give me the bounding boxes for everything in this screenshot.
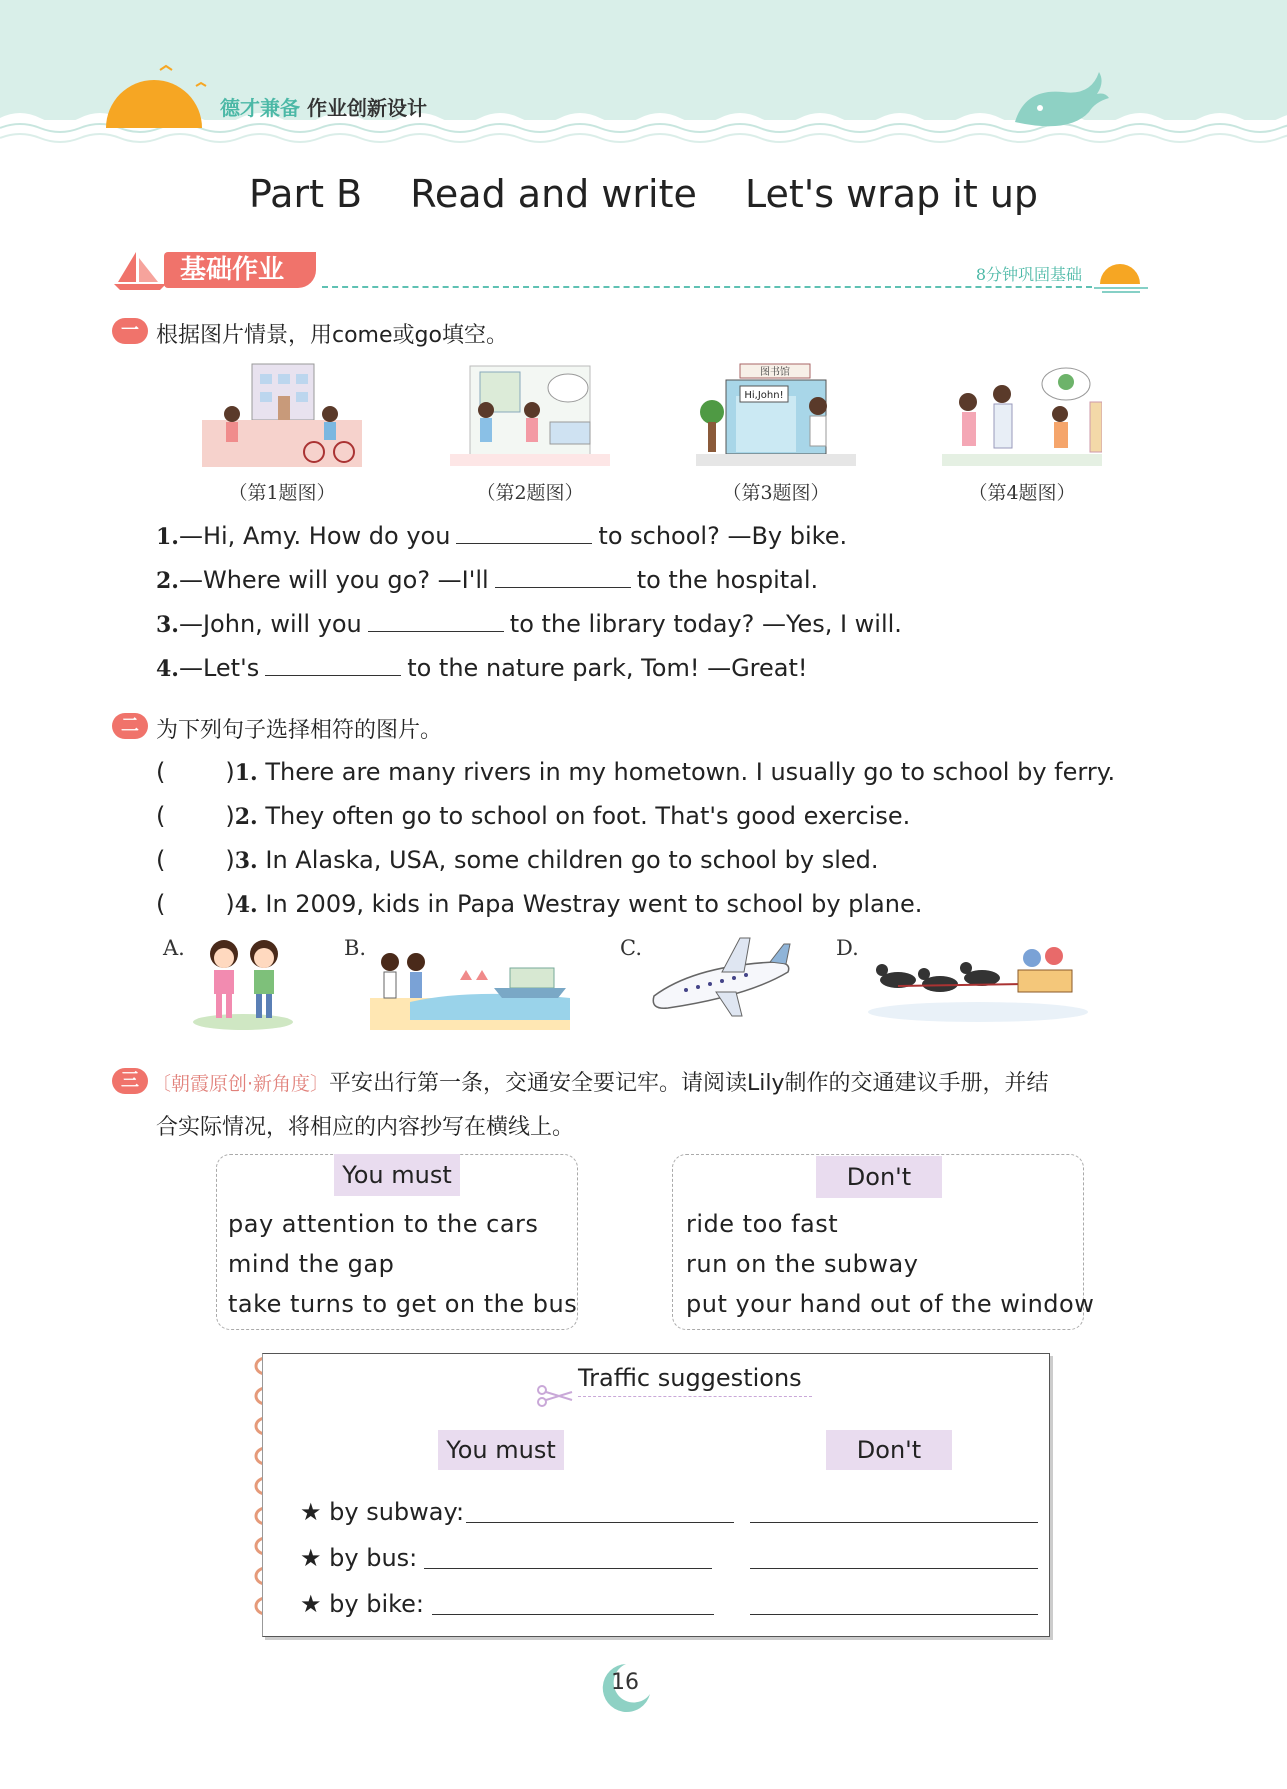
q1-item-2 bbox=[156, 566, 818, 594]
option-c-plane bbox=[646, 932, 796, 1022]
notebook-title-dash bbox=[578, 1396, 812, 1397]
q1-item-2-num: 2. bbox=[156, 568, 179, 594]
q1-item-4-blank[interactable] bbox=[265, 654, 401, 676]
option-b-ferry-scene bbox=[370, 940, 570, 1030]
notebook-row-bus-label: ★ by bus: bbox=[300, 1544, 418, 1572]
notebook-row-subway-label: ★ by subway: bbox=[300, 1498, 465, 1526]
q2-item-1-close: ) bbox=[225, 758, 235, 786]
you-must-line-2: mind the gap bbox=[228, 1250, 395, 1278]
q2-item-3-close: ) bbox=[225, 846, 235, 874]
q1-item-1-after: to school? —By bike. bbox=[598, 522, 848, 550]
q1-item-3-num: 3. bbox=[156, 612, 179, 638]
q1-item-1 bbox=[156, 522, 847, 550]
q1-item-2-after: to the hospital. bbox=[636, 566, 819, 594]
picture-4 bbox=[942, 362, 1102, 467]
you-must-box-title: You must bbox=[334, 1154, 460, 1196]
dont-box-title: Don't bbox=[816, 1156, 942, 1198]
option-c-label: C. bbox=[620, 936, 642, 960]
section-divider bbox=[322, 286, 1092, 288]
caption-2: （第2题图） bbox=[476, 482, 584, 504]
you-must-line-3: take turns to get on the bus bbox=[228, 1290, 578, 1318]
page-header bbox=[0, 0, 1287, 160]
small-sun-icon bbox=[1092, 254, 1152, 294]
caption-1: （第1题图） bbox=[228, 482, 336, 504]
picture-3 bbox=[696, 362, 856, 467]
question-3-instruction bbox=[152, 1066, 1049, 1097]
page-number: 16 bbox=[611, 1670, 639, 1695]
bike-must-line[interactable] bbox=[432, 1614, 714, 1615]
q1-item-2-blank[interactable] bbox=[495, 566, 631, 588]
question-1-instruction: 根据图片情景，用come或go填空。 bbox=[156, 323, 508, 348]
q1-item-3 bbox=[156, 610, 902, 638]
bike-dont-line[interactable] bbox=[750, 1614, 1038, 1615]
q2-item-1-open: ( bbox=[156, 758, 166, 786]
dont-line-2: run on the subway bbox=[686, 1250, 919, 1278]
q2-item-3-num: 3. bbox=[234, 848, 258, 874]
brand-plain: 作业创新设计 bbox=[306, 96, 427, 120]
q2-item-1-text: There are many rivers in my hometown. I usually go to school by ferry. bbox=[265, 758, 1116, 786]
q2-item-2-close: ) bbox=[225, 802, 235, 830]
brand-colored: 德才兼备 bbox=[220, 96, 300, 120]
q1-item-1-num: 1. bbox=[156, 524, 179, 550]
q1-item-3-before: —John, will you bbox=[178, 610, 362, 638]
section-label: 基础作业 bbox=[164, 252, 316, 288]
question-2-instruction: 为下列句子选择相符的图片。 bbox=[156, 718, 443, 743]
question-3-mark: 三 bbox=[112, 1068, 148, 1094]
q2-item-3-text: In Alaska, USA, some children go to school by sled. bbox=[265, 846, 879, 874]
bus-must-line[interactable] bbox=[424, 1568, 712, 1569]
q2-item-2 bbox=[156, 802, 910, 830]
speech-bubble: Hi,John! bbox=[744, 390, 784, 401]
question-2-mark: 二 bbox=[112, 713, 148, 739]
option-a-walking-kids bbox=[188, 932, 298, 1032]
subway-must-line[interactable] bbox=[466, 1522, 734, 1523]
section-bar bbox=[112, 248, 1152, 292]
notebook-row-bike-label: ★ by bike: bbox=[300, 1590, 425, 1618]
q1-item-4-before: —Let's bbox=[178, 654, 260, 682]
header-background bbox=[0, 0, 1287, 160]
you-must-line-1: pay attention to the cars bbox=[228, 1210, 539, 1238]
q1-item-3-after: to the library today? —Yes, I will. bbox=[509, 610, 902, 638]
question-3-line1: 平安出行第一条，交通安全要记牢。请阅读Lily制作的交通建议手册，并结 bbox=[329, 1071, 1049, 1096]
title-section: Read and write bbox=[410, 172, 697, 216]
q1-item-1-before: —Hi, Amy. How do you bbox=[178, 522, 451, 550]
q2-item-2-text: They often go to school on foot. That's good exercise. bbox=[265, 802, 911, 830]
title-subsection: Let's wrap it up bbox=[744, 172, 1039, 216]
q2-item-3-open: ( bbox=[156, 846, 166, 874]
notebook-title: Traffic suggestions bbox=[578, 1364, 802, 1392]
question-1-mark: 一 bbox=[112, 318, 148, 344]
q2-item-4-close: ) bbox=[225, 890, 235, 918]
section-time-note: 8分钟巩固基础 bbox=[975, 265, 1082, 284]
q1-item-3-blank[interactable] bbox=[368, 610, 504, 632]
brand-title bbox=[220, 92, 427, 121]
dont-line-1: ride too fast bbox=[686, 1210, 839, 1238]
option-b-label: B. bbox=[344, 936, 367, 960]
q1-item-4 bbox=[156, 654, 808, 682]
library-sign: 图书馆 bbox=[760, 367, 790, 378]
scissors-icon bbox=[536, 1384, 576, 1408]
q2-item-4-open: ( bbox=[156, 890, 166, 918]
q2-item-4 bbox=[156, 890, 922, 918]
dont-line-3: put your hand out of the window bbox=[686, 1290, 1095, 1318]
notebook-col-must: You must bbox=[438, 1430, 564, 1470]
option-d-dog-sled bbox=[868, 932, 1088, 1024]
sailboat-icon bbox=[112, 248, 168, 292]
q2-item-4-num: 4. bbox=[234, 892, 258, 918]
q1-item-4-num: 4. bbox=[156, 656, 179, 682]
q2-item-1 bbox=[156, 758, 1115, 786]
q1-item-2-before: —Where will you go? —I'll bbox=[178, 566, 489, 594]
question-3-line2: 合实际情况，将相应的内容抄写在横线上。 bbox=[156, 1115, 575, 1140]
q1-item-1-blank[interactable] bbox=[456, 522, 592, 544]
title-part: Part B bbox=[248, 172, 363, 216]
bus-dont-line[interactable] bbox=[750, 1568, 1038, 1569]
page-title bbox=[0, 172, 1287, 216]
q2-item-4-text: In 2009, kids in Papa Westray went to school by plane. bbox=[265, 890, 923, 918]
q2-item-2-num: 2. bbox=[234, 804, 258, 830]
caption-3: （第3题图） bbox=[722, 482, 830, 504]
caption-4: （第4题图） bbox=[968, 482, 1076, 504]
picture-1 bbox=[202, 362, 362, 467]
subway-dont-line[interactable] bbox=[750, 1522, 1038, 1523]
question-3-source: 〔朝霞原创·新角度〕 bbox=[152, 1073, 330, 1095]
q2-item-3 bbox=[156, 846, 879, 874]
q1-item-4-after: to the nature park, Tom! —Great! bbox=[407, 654, 808, 682]
picture-2 bbox=[450, 362, 610, 467]
q2-item-2-open: ( bbox=[156, 802, 166, 830]
option-d-label: D. bbox=[836, 936, 859, 960]
q2-item-1-num: 1. bbox=[234, 760, 258, 786]
notebook-col-dont: Don't bbox=[826, 1430, 952, 1470]
option-a-label: A. bbox=[163, 936, 185, 960]
